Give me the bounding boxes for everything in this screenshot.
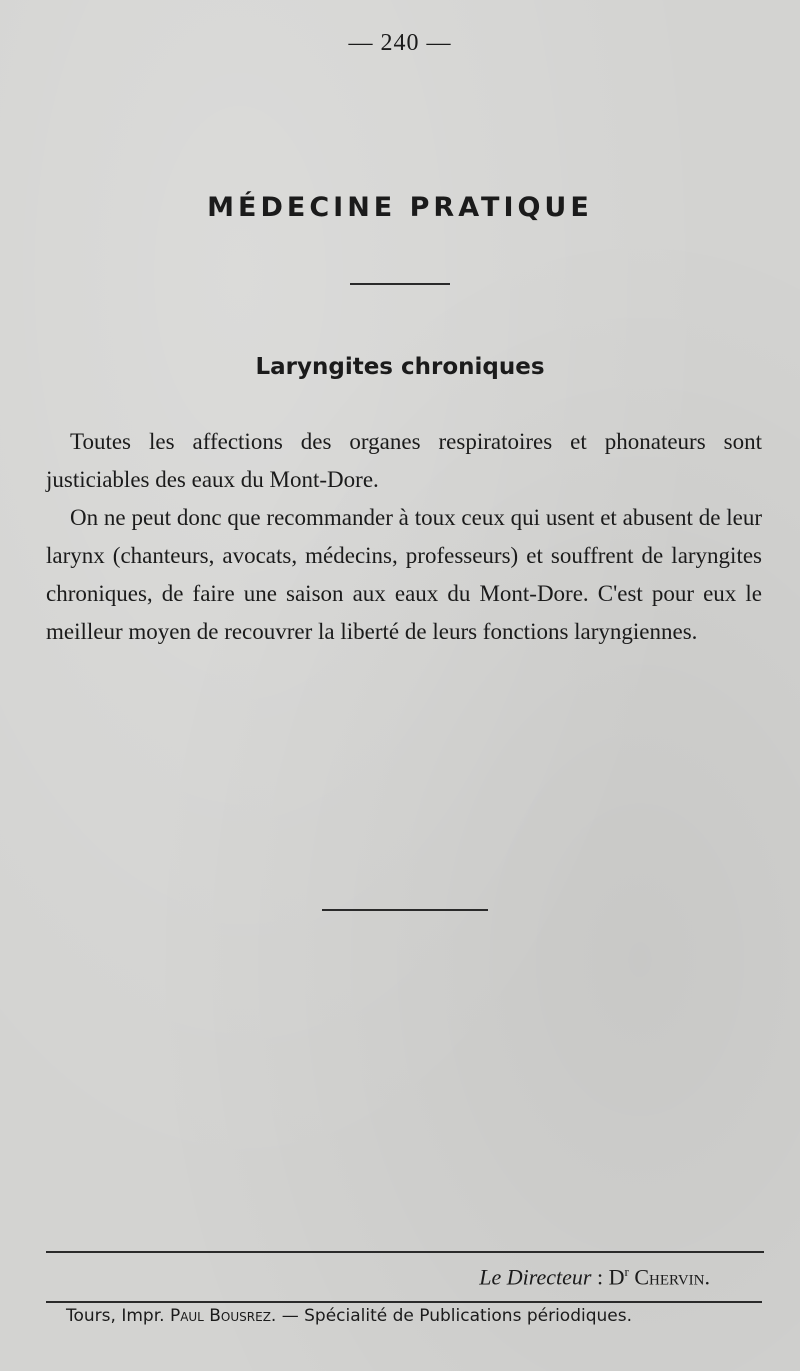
imprint-printer: Paul Bousrez. (169, 1306, 277, 1326)
footer-bottom-rule (46, 1301, 762, 1303)
article-paragraph: On ne peut donc que recommander à toux ceux qui usent et abusent de leur larynx (chanteurs, avocats, médecins, professeurs) et souffrent de laryngites chroniques, de faire une saison aux eaux du Mont-Dore. C'est pour eux le meilleur moyen de recouvrer la liberté de leurs fonctions laryngiennes. (46, 505, 762, 644)
article-body (46, 423, 762, 651)
article-end-divider (322, 909, 488, 911)
signature-separator: : (591, 1264, 609, 1290)
printer-imprint (66, 1306, 766, 1326)
signature-prefix: D (608, 1264, 625, 1290)
article-title: Laryngites chroniques (255, 354, 545, 380)
page-number: — 240 — (348, 30, 452, 56)
signature-role: Le Directeur (479, 1264, 592, 1290)
section-title: MÉDECINE PRATIQUE (207, 192, 593, 223)
signature (479, 1264, 710, 1290)
signature-name: Chervin. (634, 1264, 710, 1290)
footer-top-rule (46, 1251, 764, 1253)
signature-prefix-sup: r (624, 1264, 629, 1279)
imprint-rest: — Spécialité de Publications périodiques. (276, 1306, 633, 1326)
imprint-city: Tours, Impr. (66, 1306, 170, 1326)
title-divider (350, 283, 450, 285)
article-paragraph: Toutes les affections des organes respiratoires et phonateurs sont justiciables des eaux du Mont-Dore. (46, 429, 762, 492)
